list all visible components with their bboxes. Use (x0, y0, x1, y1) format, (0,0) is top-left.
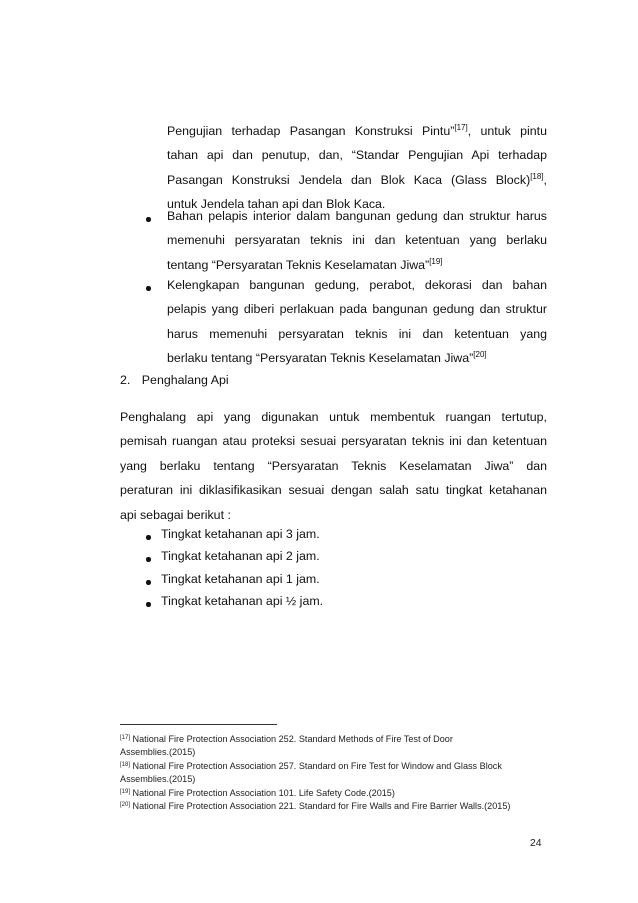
continued-paragraph (167, 119, 547, 217)
list-item: Tingkat ketahanan api ½ jam. (161, 594, 324, 608)
section-title: Penghalang Api (141, 373, 229, 387)
bullet-item (167, 204, 547, 277)
bullet-icon (146, 217, 151, 222)
footnote-ref[interactable]: [17] (454, 123, 468, 132)
paragraph-line: pemisah ruangan atau proteksi sesuai persyaratan teknis ini dan ketentuan (120, 434, 547, 449)
paragraph-line: Pengujian terhadap Pasangan Konstruksi Pintu”[17], untuk pintu (167, 123, 547, 138)
paragraph-line: pelapis yang diberi perlakuan pada bangunan gedung dan struktur (167, 302, 547, 317)
paragraph-line: api sebagai berikut : (120, 507, 231, 522)
footnote-ref[interactable]: [20] (473, 350, 487, 360)
paragraph-line: tahan api dan penutup, dan, “Standar Pengujian Api terhadap (167, 148, 547, 163)
footnote-19: [19] National Fire Protection Association 101. Life Safety Code.(2015) (120, 788, 395, 798)
paragraph-line: Kelengkapan bangunan gedung, perabot, dekorasi dan bahan (167, 278, 547, 292)
paragraph-line: Pasangan Konstruksi Jendela dan Blok Kaca (Glass Block)[18], (167, 171, 547, 187)
section-number: 2. (120, 373, 131, 387)
paragraph-line: harus memenuhi persyaratan teknis ini dan ketentuan yang (167, 326, 547, 341)
footnote-ref[interactable]: [19] (429, 256, 443, 266)
bullet-icon (146, 602, 151, 607)
paragraph-line: Penghalang api yang digunakan untuk membentuk ruangan tertutup, (120, 410, 547, 424)
footnote-ref[interactable]: [18] (530, 171, 544, 181)
bullet-icon (146, 557, 151, 562)
body-paragraph (120, 405, 547, 527)
page-number: 24 (530, 838, 542, 849)
paragraph-line: untuk Jendela tahan api dan Blok Kaca. (167, 197, 386, 212)
footnote-separator (120, 724, 277, 725)
paragraph-line: Bahan pelapis interior dalam bangunan gedung dan struktur harus (167, 209, 547, 223)
paragraph-line: berlaku tentang “Persyaratan Teknis Keselamatan Jiwa”[20] (167, 350, 487, 366)
bullet-icon (146, 535, 151, 540)
list-item: Tingkat ketahanan api 1 jam. (161, 572, 320, 586)
bullet-icon (146, 286, 151, 291)
footnote-18: [18] National Fire Protection Association 257. Standard on Fire Test for Window and Glass Block Assemblies.(2015) (120, 761, 502, 785)
paragraph-line: memenuhi persyaratan teknis ini dan ketentuan yang berlaku (167, 233, 547, 248)
paragraph-line: yang berlaku tentang “Persyaratan Teknis Keselamatan Jiwa” dan (120, 458, 547, 473)
paragraph-line: peraturan ini diklasifikasikan sesuai dengan salah satu tingkat ketahanan (120, 483, 547, 498)
paragraph-line: tentang “Persyaratan Teknis Keselamatan Jiwa”[19] (167, 256, 443, 272)
footnote-17: [17] National Fire Protection Association 252. Standard Methods of Fire Test of Door Assemblies.(2015) (120, 734, 453, 758)
footnote-20: [20] National Fire Protection Association 221. Standard for Fire Walls and Fire Barrier Walls.(2015) (120, 801, 511, 811)
bullet-icon (146, 580, 151, 585)
bullet-item (167, 273, 547, 371)
list-item: Tingkat ketahanan api 2 jam. (161, 549, 320, 563)
section-heading (120, 373, 229, 387)
list-item: Tingkat ketahanan api 3 jam. (161, 527, 320, 541)
